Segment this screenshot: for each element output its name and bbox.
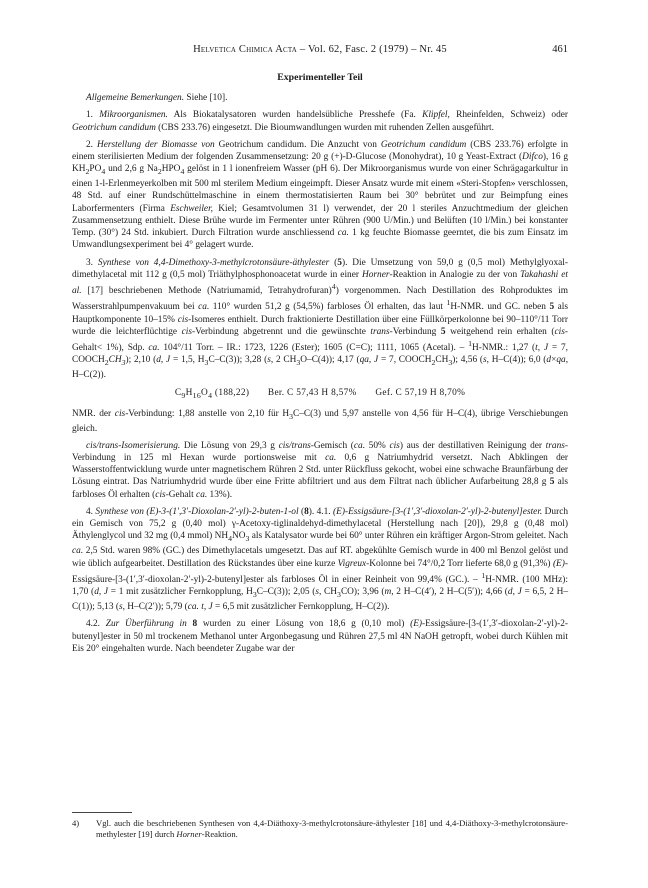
journal-title: Helvetica Chimica Acta	[193, 44, 298, 55]
section-title: Experimenteller Teil	[277, 72, 363, 83]
analysis-found: Gef. C 57,19 H 8,70%	[375, 387, 466, 398]
paragraph-conversion-8: 4.2. Zur Überführung in 8 wurden zu einer Lösung von 18,6 g (0,10 mol) (E)-Essigsäure-[3-(1′,3′-dioxolan-2′-yl)-2-butenyl]ester in 50 ml trockenem Methanol unter Argonbegasung und Rühren 27,5 ml 4N NaOH getropft, wobei durch Kühlen mit Eis 20° eingehalten wurde. Nach beendeter Zugabe war der	[72, 619, 568, 654]
paragraph-isomerization: cis/trans-Isomerisierung. Die Lösung von 29,3 g cis/trans-Gemisch (ca. 50% cis) aus der destillativen Reinigung der trans-Verbindung in 125 ml Hexan wurde portionsweise mit ca. 0,6 g Natriumhydrid versetzt. Nach Abklingen der Wasserstoffentwicklung wurde unter magnetischem Rühren 2 Std. unter Rückfluss gekocht, wobei eine schwache Braunfärbung der Lösung eintrat. Das Natriumhydrid wurde über eine Fritte abfiltriert und aus dem Filtrat nach üblicher Aufarbeitung 28,8 g 5 als farbloses Öl erhalten (cis-Gehalt ca. 13%).	[72, 440, 569, 500]
paragraph-cis-nmr: NMR. der cis-Verbindung: 1,88 anstelle von 2,10 für $H_3C-C(3)$ und 5,97 anstelle von 4,56 für H–C(4), übrige Verschiebungen gleich.	[72, 408, 568, 434]
paragraph-synthesis-8: 4. Synthese von (E)-3-(1′,3′-Dioxolan-2′-yl)-2-buten-1-ol (8). 4.1. (E)-Essigsäure-[3-(1′,3′-dioxolan-2′-yl)-2-butenyl]ester. Durch ein Gemisch von 75,2 g (0,40 mol) γ-Acetoxy-tiglinaldehyd-dimethylacetal (Herstellung nach [20]), 29,8 g (0,48 mol) Äthylenglycol und 32 mg (0,4 mmol) $NH_4NO_3$ als Katalysator wurde bei 60° unter Rühren ein kräftiger Argon-Strom geleitet. Nach ca. 2,5 Std. waren 98% (GC.) des Dimethylacetals umgesetzt. Das auf RT. abgekühlte Gemisch wurde in 400 ml Benzol gelöst und wie üblich aufgearbeitet. Destillation des Rückstandes über eine kurze Vigreux-Kolonne bei 74°/0,2 Torr lieferte 68,0 g (91,3%) (E)-Essigsäure-[3-(1′,3′-dioxolan-2′-yl)-2-butenyl]ester als farbloses Öl in einer Reinheit von 99,4% (GC.). – $^1$H-NMR. (100 MHz): 1,70 (d, J = 1 mit zusätzlicher Fernkopplung, $H_3C-C(3)$); 2,05 (s, $CH_3CO$); 3,96 (m, 2 H–C(4′), 2 H–C(5′)); 4,66 (d, J = 6,5, 2 H–C(1)); 5,13 (s, H–C(2′)); 5,79 (ca. t, J = 6,5 mit zusätzlicher Fernkopplung, H–C(2)).	[72, 506, 569, 613]
paragraph-microorganisms: 1. Mikroorganismen. Als Biokatalysatoren wurden handelsübliche Presshefe (Fa. Klipfel, Rheinfelden, Schweiz) oder Geotrichum candidum (CBS 233.76) eingesetzt. Die Bioumwandlungen wurden mit ruhenden Zellen ausgeführt.	[72, 110, 569, 133]
paragraph-synthesis-5: 3. Synthese von 4,4-Dimethoxy-3-methylcrotonsäure-äthylester (5). Die Umsetzung von 59,0 g (0,5 mol) Methylglyoxal-dimethylacetal mit 112 g (0,5 mol) Triäthylphosphonoacetat wurde in einer Horner-Reaktion in Analogie zu der von Takahashi et al. [17] beschriebenen Methode (Natriumamid, Tetrahydrofuran)$^4$) vorgenommen. Nach Destillation des Rohproduktes im Wasserstrahlpumpenvakuum bei ca. 110° wurden 51,2 g (54,5%) farbloses Öl erhalten, das laut $^1$H-NMR. und GC. neben 5 als Hauptkomponente 10–15% cis-Isomeres enthielt. Durch fraktionierte Destillation über eine Füllkörperkolonne bei 90–110°/11 Torr wurde die leichterflüchtige cis-Verbindung abgetrennt und die gewünschte trans-Verbindung 5 weitgehend rein erhalten (cis-Gehalt< 1%), Sdp. ca. 104°/11 Torr. – IR.: 1723, 1226 (Ester); 1605 (C=C); 1111, 1065 (Acetal). – $^1$H-NMR.: 1,27 (t, J = 7, $COOCH_2CH_3$); 2,10 (d, J = 1,5, $H_3C-C(3)$); 3,28 (s, 2 $CH_3O-C(4)$); 4,17 (qa, J = 7, $COOCH_2CH_3$); 4,56 (s, H–C(4)); 6,0 (d×qa, H–C(2)).	[72, 257, 569, 381]
page-number: 461	[552, 44, 568, 55]
journal-volume: – Vol. 62, Fasc. 2 (1979) – Nr. 45	[297, 44, 447, 55]
footnote-rule	[72, 812, 132, 813]
footnote-mark: 4)	[72, 818, 80, 828]
elemental-analysis	[72, 387, 568, 402]
article-body	[72, 72, 568, 660]
molecular-formula: $C_9H_{16}O_4$ (188,22)	[174, 387, 250, 400]
footnote-text: Vgl. auch die beschriebenen Synthesen von 4,4-Diäthoxy-3-methylcrotonsäure-äthylester [18] und 4,4-Diäthoxy-3-methylcrotonsäure-methylester [19] durch Horner-Reaktion.	[96, 818, 568, 839]
running-head	[72, 44, 568, 58]
paragraph-biomass: 2. Herstellung der Biomasse von Geotrichum candidum. Die Anzucht von Geotrichum candidum (CBS 233.76) erfolgte in einem sterilisierten Medium der folgenden Zusammensetzung: 20 g (+)-D-Glucose (Monohydrat), 10 g Yeast-Extract (Difco), 16 g $KH_2PO_4$ und 2,6 g $Na_2HPO_4$ gelöst in 1 l ionenfreiem Wasser (pH 6). Der Mikroorganismus wurde von einer Schrägagarkultur in einen 1-l-Erlenmeyerkolben mit 500 ml sterilem Medium eingeimpft. Dieser Ansatz wurde mit einem «Steri-Stopfen» verschlossen, 48 Std. auf einer Rundschüttelmaschine in einem thermostatisierten Raum bei 30° bebrütet und zur Beimpfung eines Laborfermenters (Firma Eschweiler, Kiel; Gesamtvolumen 31 l) verwendet, der 20 l steriles Anzuchtmedium der gleichen Zusammensetzung enthielt. Diese Brühe wurde im Fermenter unter Rühren (900 U/Min.) und Belüften (10 l/Min.) bei konstanter Temp. (30°) 24 Std. inkubiert. Durch Filtration wurde anschliessend ca. 1 kg feuchte Biomasse geerntet, die bis zum Einsatz im Umwandlungsexperiment bei 4° gelagert wurde.	[72, 139, 568, 251]
analysis-calculated: Ber. C 57,43 H 8,57%	[267, 387, 357, 398]
footnote	[72, 818, 568, 840]
paragraph-general-remarks: Allgemeine Bemerkungen. Siehe [10].	[86, 93, 228, 104]
